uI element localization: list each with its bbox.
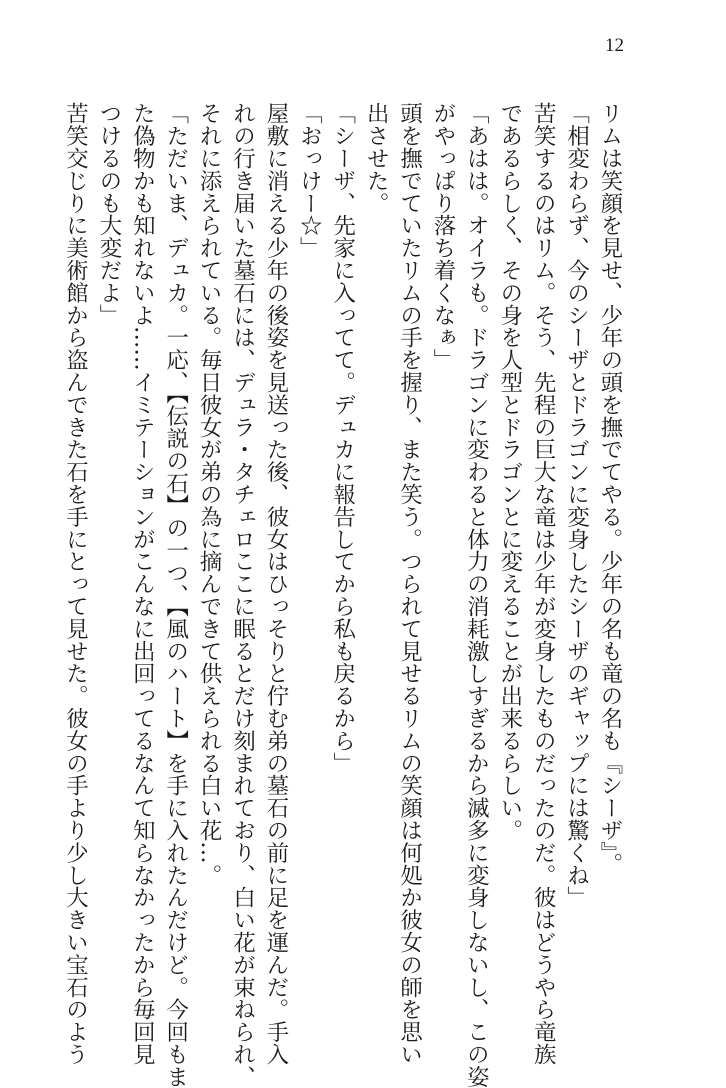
text-line: 苦笑するのはリム。そう、先程の巨大な竜は少年が変身したものだったのだ。彼はどうやら竜族 [530, 102, 557, 1066]
text-line: れの行き届いた墓石には、デュラ・タチェロここに眠るとだけ刻まれており、白い花が束ねられ、 [229, 102, 256, 1088]
text-line: 「シーザ、先家に入ってて。デュカに報告してから私も戻るから」 [329, 102, 356, 774]
text-line: リムは笑顔を見せ、少年の頭を撫でてやる。少年の名も竜の名も『シーザ』。 [597, 102, 623, 875]
text-line: 「相変わらず、今のシーザとドラゴンに変身したシーザのギャップには驚くね」 [563, 102, 590, 909]
text-line: つけるのも大変だよ」 [95, 102, 122, 326]
text-line: それに添えられている。毎日彼女が弟の為に摘んできて供えられる白い花…。 [196, 102, 223, 886]
body-text [62, 102, 626, 1088]
text-line: 「おっけー☆」 [296, 102, 323, 259]
page-number: 12 [605, 35, 624, 56]
text-line: 「ただいま、デュカ。一応、【伝説の石】の一つ、【風のハート】を手に入れたんだけど。今回もま [162, 102, 189, 1088]
text-line: た偽物かも知れないよ……イミテーションがこんなに出回ってるなんて知らなかったから毎回見 [129, 102, 156, 1066]
text-line: であるらしく、その身を人型とドラゴンとに変えることが出来るらしい。 [496, 102, 523, 842]
text-line: 苦笑交じりに美術館から盗んできた石を手にとって見せた。彼女の手より少し大きい宝石のよう [62, 102, 89, 1066]
text-line: がやっぱり落ち着くなぁ」 [429, 102, 456, 371]
text-line: 頭を撫でていたリムの手を握り、また笑う。つられて見せるリムの笑顔は何処か彼女の師を思い [396, 102, 423, 1066]
text-line: 「あはは。オイラも。ドラゴンに変わると体力の消耗激しすぎるから滅多に変身しないし、この姿 [463, 102, 490, 1088]
text-line: 屋敷に消える少年の後姿を見送った後、彼女はひっそりと佇む弟の墓石の前に足を運んだ。手入 [262, 102, 289, 1066]
text-line: 出させた。 [363, 102, 390, 214]
